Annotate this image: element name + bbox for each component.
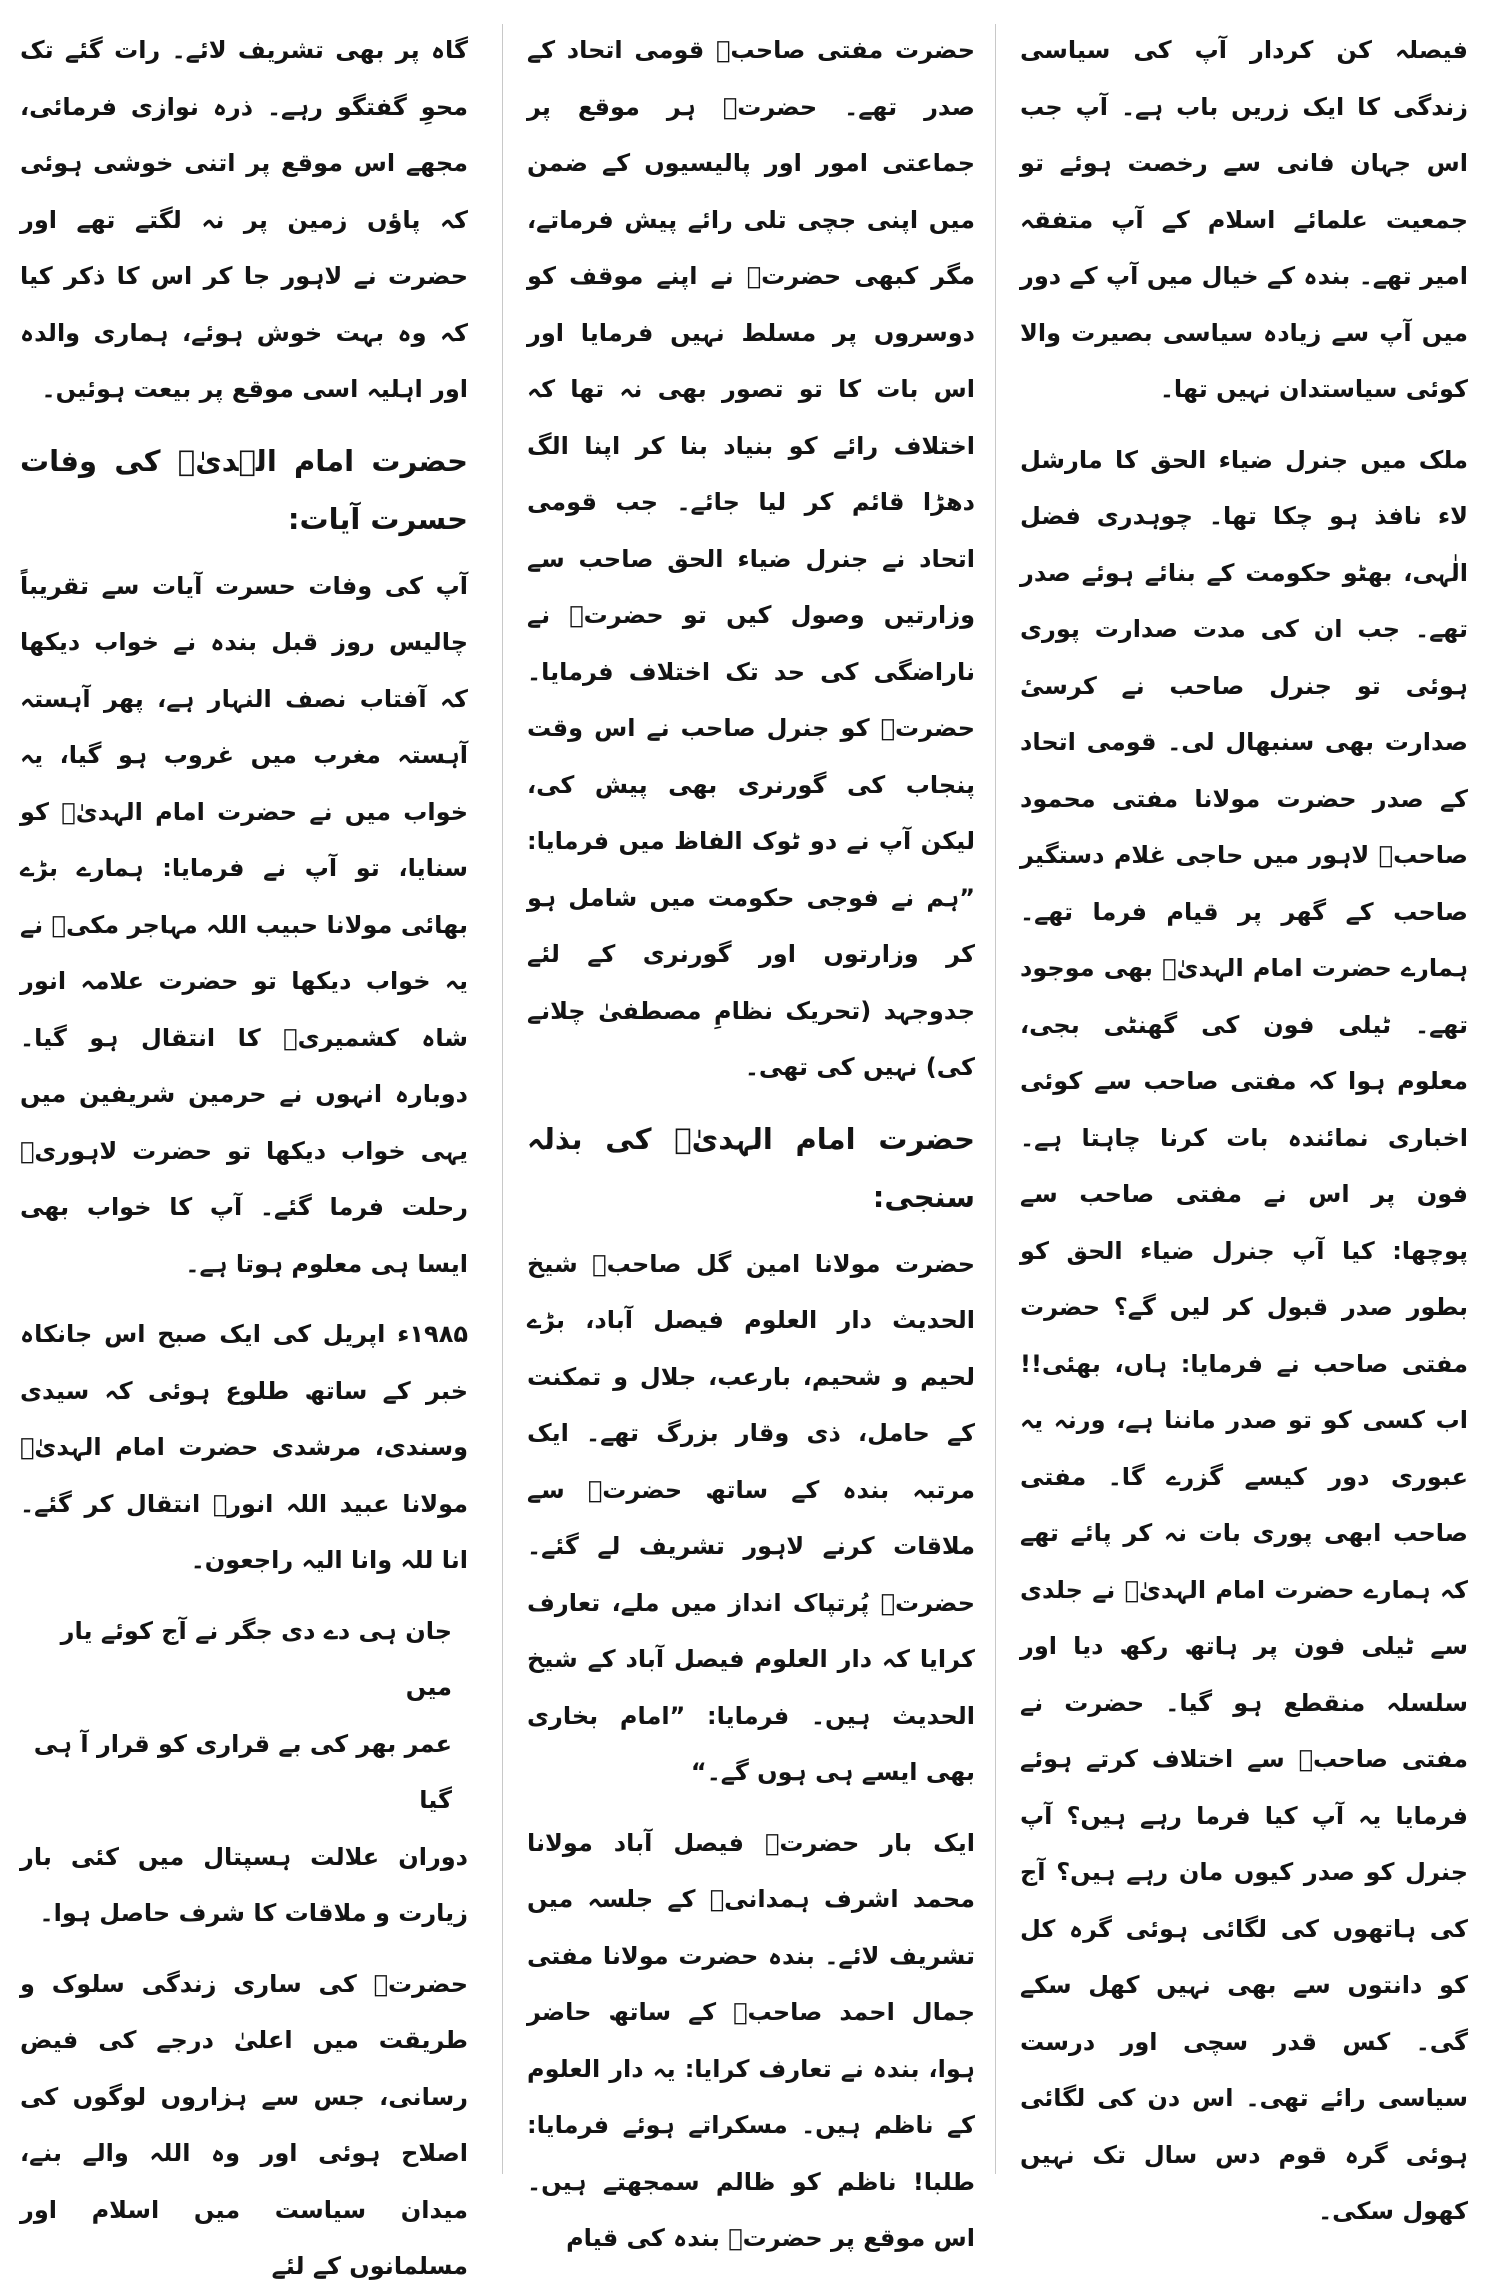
middle-column bbox=[527, 22, 975, 2252]
section-heading: حضرت امام الہدیٰؒ کی بذلہ سنجی: bbox=[527, 1121, 975, 1214]
paragraph: دوران علالت ہسپتال میں کئی بار زیارت و ملاقات کا شرف حاصل ہوا۔ bbox=[20, 1842, 468, 1927]
paragraph: ۱۹۸۵ء اپریل کی ایک صبح اس جانکاہ خبر کے ساتھ طلوع ہوئی کہ سیدی وسندی، مرشدی حضرت امام الہدیٰؒ مولانا عبید اللہ انورؒ انتقال کر گئے۔ انا للہ وانا الیہ راجعون۔ bbox=[20, 1320, 468, 1574]
paragraph: ایک بار حضرتؒ فیصل آباد مولانا محمد اشرف ہمدانیؒ کے جلسہ میں تشریف لائے۔ بندہ حضرت مولانا مفتی جمال احمد صاحبؒ کے ساتھ حاضر ہوا، بندہ نے تعارف کرایا: یہ دار العلوم کے ناظم ہیں۔ مسکراتے ہوئے فرمایا: طلبا! ناظم کو ظالم سمجھتے ہیں۔ اس موقع پر حضرتؒ بندہ کی قیام bbox=[527, 1828, 975, 2252]
paragraph: فیصلہ کن کردار آپ کی سیاسی زندگی کا ایک زریں باب ہے۔ آپ جب اس جہان فانی سے رخصت ہوئے تو جمعیت علمائے اسلام کے آپ متفقہ امیر تھے۔ بندہ کے خیال میں آپ کے دور میں آپ سے زیادہ سیاسی بصیرت والا کوئی سیاستدان نہیں تھا۔ bbox=[1020, 36, 1468, 403]
verse-line: جان ہی دے دی جگر نے آج کوئے یار میں bbox=[60, 1616, 452, 1701]
paragraph: حضرت مفتی صاحبؒ قومی اتحاد کے صدر تھے۔ حضرتؒ ہر موقع پر جماعتی امور اور پالیسیوں کے ضمن میں اپنی جچی تلی رائے پیش فرماتے، مگر کبھی حضرتؒ نے اپنے موقف کو دوسروں پر مسلط نہیں فرمایا اور اس بات کا تو تصور بھی نہ تھا کہ اختلاف رائے کو بنیاد بنا کر اپنا الگ دھڑا قائم کر لیا جائے۔ جب قومی اتحاد نے جنرل ضیاء الحق صاحب سے وزارتیں وصول کیں تو حضرتؒ نے ناراضگی کی حد تک اختلاف فرمایا۔ حضرتؒ کو جنرل صاحب نے اس وقت پنجاب کی گورنری بھی پیش کی، لیکن آپ نے دو ٹوک الفاظ میں فرمایا: ”ہم نے فوجی حکومت میں شامل ہو کر وزارتوں اور گورنری کے لئے جدوجہد (تحریک نظامِ مصطفیٰ چلانے کی) نہیں کی تھی۔ bbox=[527, 36, 975, 1081]
section-heading: حضرت امام الہدیٰؒ کی وفات حسرت آیات: bbox=[20, 443, 468, 536]
right-column bbox=[1020, 22, 1468, 2225]
paragraph: حضرت مولانا امین گل صاحبؒ شیخ الحدیث دار العلوم فیصل آباد، بڑے لحیم و شحیم، بارعب، جلال و تمکنت کے حامل، ذی وقار بزرگ تھے۔ ایک مرتبہ بندہ کے ساتھ حضرتؒ سے ملاقات کرنے لاہور تشریف لے گئے۔ حضرتؒ پُرتپاک انداز میں ملے، تعارف کرایا کہ دار العلوم فیصل آباد کے شیخ الحدیث ہیں۔ فرمایا: ”امام بخاری بھی ایسے ہی ہوں گے۔“ bbox=[527, 1249, 975, 1786]
verse-line: عمر بھر کی بے قراری کو قرار آ ہی گیا bbox=[33, 1729, 452, 1814]
column-divider bbox=[995, 24, 996, 2174]
paragraph: آپ کی وفات حسرت آیات سے تقریباً چالیس روز قبل بندہ نے خواب دیکھا کہ آفتاب نصف النہار ہے، پھر آہستہ آہستہ مغرب میں غروب ہو گیا، یہ خواب میں نے حضرت امام الہدیٰؒ کو سنایا، تو آپ نے فرمایا: ہمارے بڑے بھائی مولانا حبیب اللہ مہاجر مکیؒ نے یہ خواب دیکھا تو حضرت علامہ انور شاہ کشمیریؒ کا انتقال ہو گیا۔ دوبارہ انہوں نے حرمین شریفین میں یہی خواب دیکھا تو حضرت لاہوریؒ رحلت فرما گئے۔ آپ کا خواب بھی ایسا ہی معلوم ہوتا ہے۔ bbox=[20, 571, 468, 1278]
paragraph: ملک میں جنرل ضیاء الحق کا مارشل لاء نافذ ہو چکا تھا۔ چوہدری فضل الٰہی، بھٹو حکومت کے بنائے ہوئے صدر تھے۔ جب ان کی مدت صدارت پوری ہوئی تو جنرل صاحب نے کرسیٔ صدارت بھی سنبھال لی۔ قومی اتحاد کے صدر حضرت مولانا مفتی محمود صاحبؒ لاہور میں حاجی غلام دستگیر صاحب کے گھر پر قیام فرما تھے۔ ہمارے حضرت امام الہدیٰؒ بھی موجود تھے۔ ٹیلی فون کی گھنٹی بجی، معلوم ہوا کہ مفتی صاحب سے کوئی اخباری نمائندہ بات کرنا چاہتا ہے۔ فون پر اس نے مفتی صاحب سے پوچھا: کیا آپ جنرل ضیاء الحق کو بطور صدر قبول کر لیں گے؟ حضرت مفتی صاحب نے فرمایا: ہاں، بھئی!! اب کسی کو تو صدر ماننا ہے، ورنہ یہ عبوری دور کیسے گزرے گا۔ مفتی صاحب ابھی پوری بات نہ کر پائے تھے کہ ہمارے حضرت امام الہدیٰؒ نے جلدی سے ٹیلی فون پر ہاتھ رکھ دیا اور سلسلہ منقطع ہو گیا۔ حضرت نے مفتی صاحبؒ سے اختلاف کرتے ہوئے فرمایا یہ آپ کیا فرما رہے ہیں؟ آپ جنرل کو صدر کیوں مان رہے ہیں؟ آج کی ہاتھوں کی لگائی ہوئی گرہ کل کو دانتوں سے بھی نہیں کھل سکے گی۔ کس قدر سچی اور درست سیاسی رائے تھی۔ اس دن کی لگائی ہوئی گرہ قوم دس سال تک نہیں کھول سکی۔ bbox=[1020, 445, 1468, 2225]
paragraph: گاہ پر بھی تشریف لائے۔ رات گئے تک محوِ گفتگو رہے۔ ذرہ نوازی فرمائی، مجھے اس موقع پر اتنی خوشی ہوئی کہ پاؤں زمین پر نہ لگتے تھے اور حضرت نے لاہور جا کر اس کا ذکر کیا کہ وہ بہت خوش ہوئے، ہماری والدہ اور اہلیہ اسی موقع پر بیعت ہوئیں۔ bbox=[20, 36, 468, 403]
paragraph: حضرتؒ کی ساری زندگی سلوک و طریقت میں اعلیٰ درجے کی فیض رسانی، جس سے ہزاروں لوگوں کی اصلاح ہوئی اور وہ اللہ والے بنے، میدان سیاست میں اسلام اور مسلمانوں کے لئے bbox=[20, 1969, 468, 2280]
left-column bbox=[20, 22, 468, 2280]
column-divider bbox=[502, 24, 503, 2174]
